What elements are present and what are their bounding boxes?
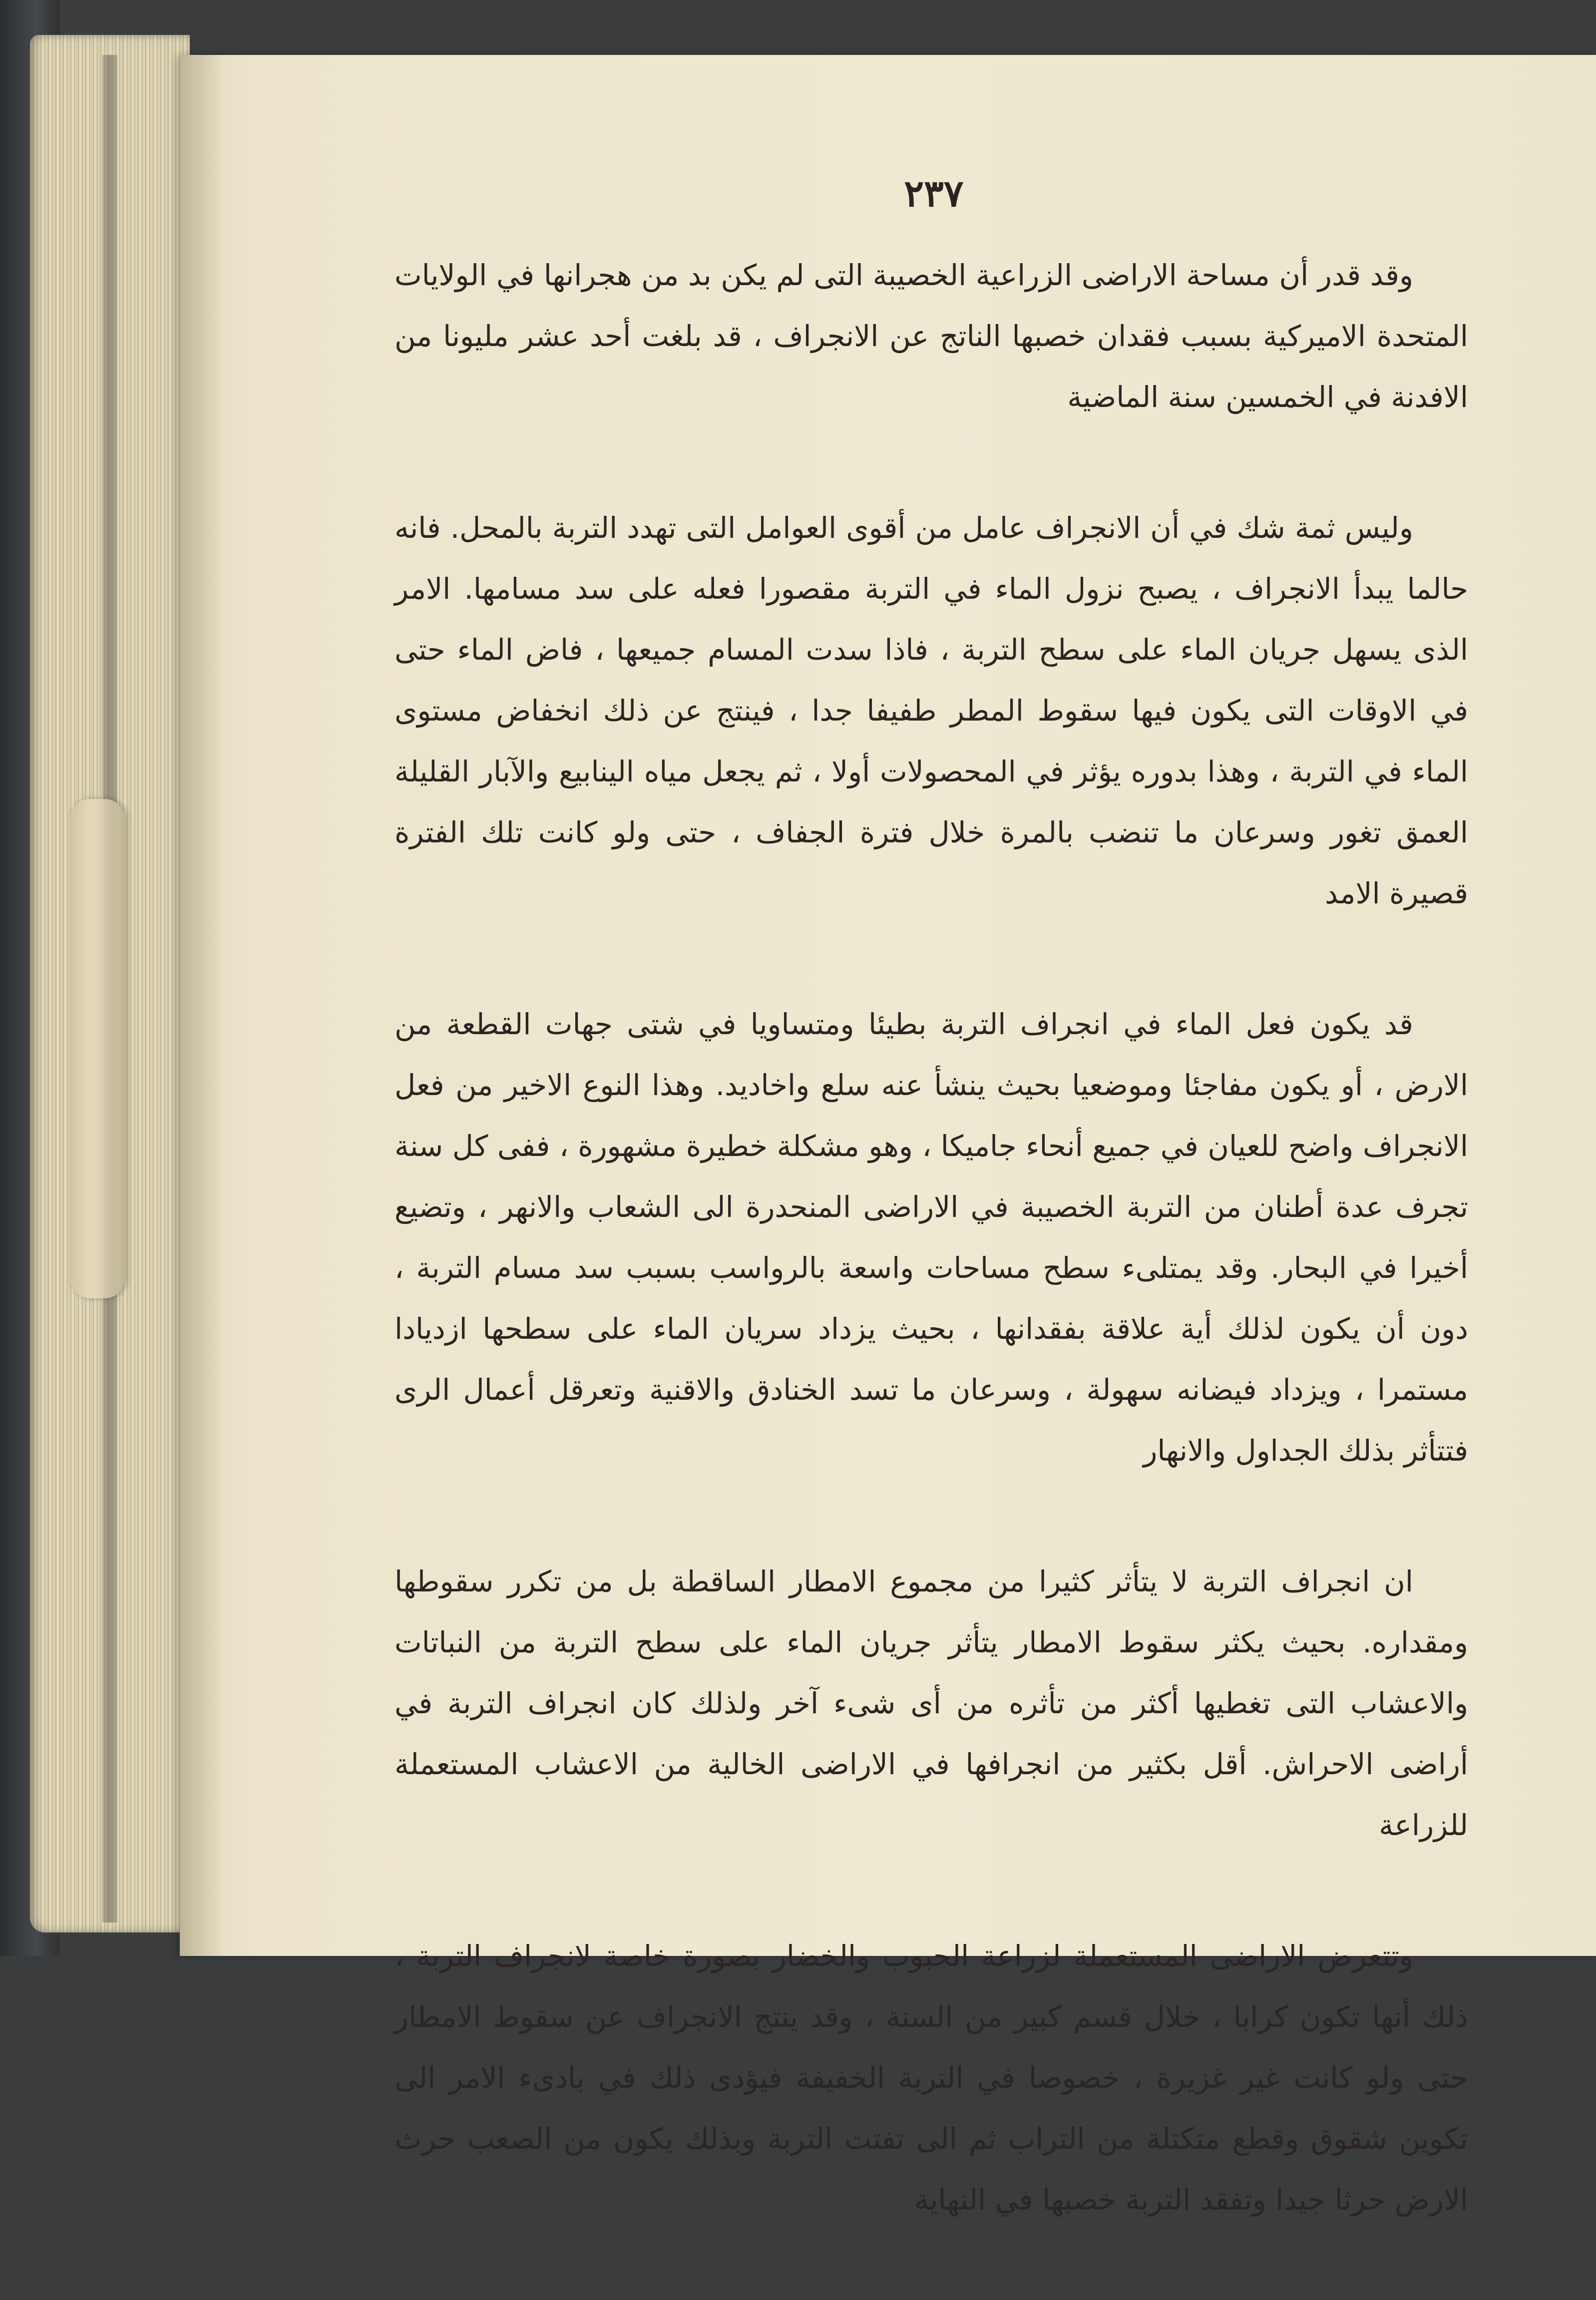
page-number: ٢٣٧ xyxy=(904,172,964,215)
paragraph-4: ان انجراف التربة لا يتأثر كثيرا من مجموع الامطار الساقطة بل من تكرر سقوطها ومقداره. بحيث يكثر سقوط الامطار يتأثر جريان الماء على سطح التربة من النباتات والاعشاب التى تغطيها أكثر من تأثره من أى شىء آخر ولذلك كان انجراف التربة في أراضى الاحراش. أقل بكثير من انجرافها في الاراضى الخالية من الاعشاب المستعملة للزراعة xyxy=(395,1564,1468,1842)
paragraph-1: وقد قدر أن مساحة الاراضى الزراعية الخصيبة التى لم يكن بد من هجرانها في الولايات المتحدة الاميركية بسبب فقدان خصبها الناتج عن الانجراف ، قد بلغت أحد عشر مليونا من الافدنة في الخمسين سنة الماضية xyxy=(395,258,1468,414)
page-gutter-shadow xyxy=(180,55,225,1956)
page-body-text xyxy=(395,245,1468,2300)
paragraph-2: وليس ثمة شك في أن الانجراف عامل من أقوى العوامل التى تهدد التربة بالمحل. فانه حالما يبدأ الانجراف ، يصبح نزول الماء في التربة مقصورا فعله على سد مسامها. الامر الذى يسهل جريان الماء على سطح التربة ، فاذا سدت المسام جميعها ، فاض الماء حتى في الاوقات التى يكون فيها سقوط المطر طفيفا جدا ، فينتج عن ذلك انخفاض مستوى الماء في التربة ، وهذا بدوره يؤثر في المحصولات أولا ، ثم يجعل مياه الينابيع والآبار القليلة العمق تغور وسرعان ما تنضب بالمرة خلال فترة الجفاف ، حتى ولو كانت تلك الفترة قصيرة الامد xyxy=(395,511,1468,910)
torn-page-strip xyxy=(70,799,125,1298)
paragraph-5: وتتعرض الاراضى المستعملة لزراعة الحبوب والخضار بصورة خاصة لانجراف التربة ، ذلك أنها تكون كرابا ، خلال قسم كبير من السنة ، وقد ينتج الانجراف عن سقوط الامطار حتى ولو كانت غير غزيرة ، خصوصا في التربة الخفيفة فيؤدى ذلك في بادىء الامر الى تكوين شقوق وقطع متكتلة من التراب ثم الى تفتت التربة وبذلك يكون من الصعب حرث الارض حرثا جيدا وتفقد التربة خصبها في النهاية xyxy=(395,1939,1468,2217)
paragraph-3: قد يكون فعل الماء في انجراف التربة بطيئا ومتساويا في شتى جهات القطعة من الارض ، أو يكون مفاجئا وموضعيا بحيث ينشأ عنه سلع واخاديد. وهذا النوع الاخير من فعل الانجراف واضح للعيان في جميع أنحاء جاميكا ، وهو مشكلة خطيرة مشهورة ، ففى كل سنة تجرف عدة أطنان من التربة الخصيبة في الاراضى المنحدرة الى الشعاب والانهر ، وتضيع أخيرا في البحار. وقد يمتلىء سطح مساحات واسعة بالرواسب بسبب سد مسام التربة ، دون أن يكون لذلك أية علاقة بفقدانها ، بحيث يزداد سريان الماء على سطحها ازديادا مستمرا ، ويزداد فيضانه سهولة ، وسرعان ما تسد الخنادق والاقنية وتعرقل أعمال الرى فتتأثر بذلك الجداول والانهار xyxy=(395,1007,1468,1468)
